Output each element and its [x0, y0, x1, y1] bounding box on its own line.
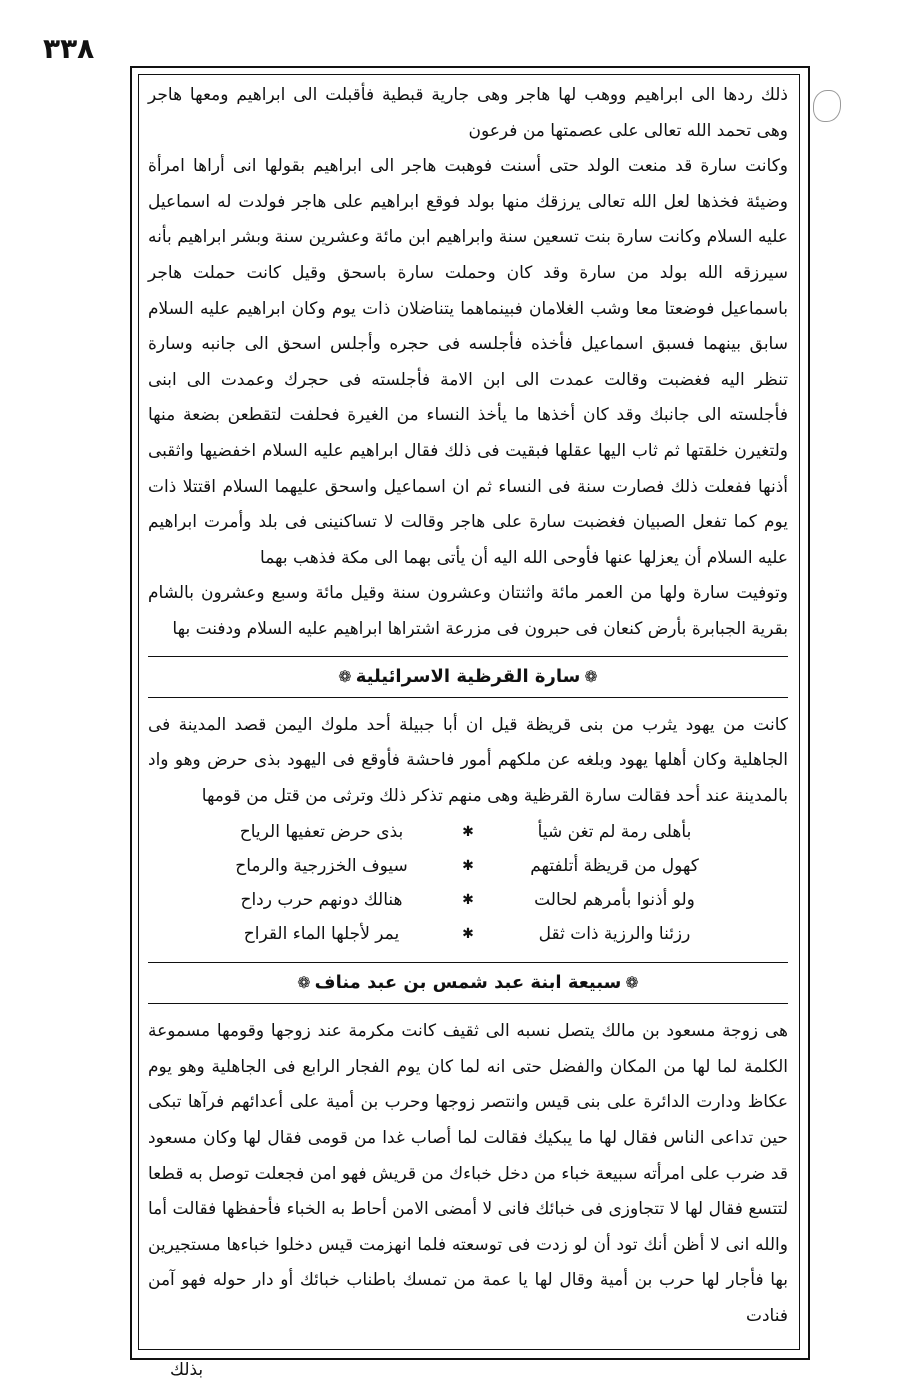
section-heading — [148, 962, 788, 1004]
section-title: سارة القرظية الاسرائيلية — [355, 665, 581, 687]
page-body — [148, 78, 788, 1344]
paragraph: ذلك ردها الى ابراهيم ووهب لها هاجر وهى جارية قبطية فأقبلت الى ابراهيم ومعها هاجر وهى تحمد الله تعالى على عصمتها من فرعون — [148, 85, 788, 141]
ornament-icon: ❁ — [625, 973, 639, 993]
paragraph: وكانت سارة قد منعت الولد حتى أسنت فوهبت هاجر الى ابراهيم بقولها انى أراها امرأة وضيئة فخذها لعل الله تعالى يرزقك منها بولد فوقع ابراهيم على هاجر فولدت له اسماعيل عليه السلام وكانت سارة بنت تسعين سنة وابراهيم ابن مائة وعشرين سنة وبشر ابراهيم بأنه سيرزقه الله بولد من سارة وقد كان وحملت سارة باسحق وقيل كانت حملت هاجر باسماعيل فوضعتا معا وشب الغلامان فبينماهما يتناضلان ذات يوم وكان ابراهيم عليه السلام سابق بينهما فسبق اسماعيل فأخذه فأجلسه فى حجره وأجلس اسحق الى جانبه وسارة تنظر اليه فغضبت وقالت عمدت الى ابن الامة فأجلسته فى حجرك وعمدت الى ابنى فأجلسته الى جانبك وقد كان أخذها ما يأخذ النساء من الغيرة فحلفت لتقطعن بضعة منها ولتغيرن خلقتها ثم ثاب اليها عقلها فبقيت فى ذلك فقال ابراهيم عليه السلام اخفضيها واثقبى أذنها ففعلت ذلك فصارت سنة فى النساء ثم ان اسماعيل واسحق عليهما السلام اقتتلا ذات يوم كما تفعل الصبيان فغضبت سارة على هاجر وقالت لا تساكنينى فى بلد وأمرت ابراهيم عليه السلام أن يعزلها عنها فأوحى الله اليه أن يأتى بهما الى مكة فذهب بهما — [148, 156, 788, 568]
margin-mark — [813, 90, 841, 122]
page-number: ٣٣٨ — [43, 32, 95, 65]
poem-hemistich: هنالك دونهم حرب رداح — [240, 890, 403, 911]
paragraph: كانت من يهود يثرب من بنى قريظة قيل ان أبا جبيلة أحد ملوك اليمن قصد المدينة فى الجاهلية وكان أهلها يهود وبلغه عن ملكهم أمور فاحشة فأوقع فى اليهود بذى حرض وهو واد بالمدينة عند أحد فقالت سارة القرظية وهى منهم تذكر ذلك وترثى من قتل من قومها — [148, 714, 788, 806]
paragraph: هى زوجة مسعود بن مالك يتصل نسبه الى ثقيف كانت مكرمة عند زوجها وقومها مسموعة الكلمة لما لها من المكان والفضل حتى انه لما كان يوم الفجار الرابع فى الجاهلية وهو يوم عكاظ ودارت الدائرة على بنى قيس وانتصر زوجها وحرب بن أمية على أعدائهم فرآها تبكى حين تداعى الناس فقال لها ما يبكيك فقالت لما أصاب غدا من قومى فقال لها وكان مسعود قد ضرب على امرأته سبيعة خباء من دخل خباءك من قريش فهو امن فجعلت توصل به قطعا لتتسع فقال لها لا تتجاوزى فى خبائك فانى لا أمضى الامن أحاط به الخباء فأحفظها فقالت أما والله انى لا أظن أنك تود أن لو زدت فى توسعته فلما انهزمت قيس دخلوا خباءها مستجيرين بها فأجار لها حرب بن أمية وقال لها يا عمة من تمسك باطناب خبائك أو دار حوله فهو آمن فنادت — [148, 1021, 788, 1327]
ornament-icon: ❁ — [338, 666, 352, 686]
poem-hemistich: بذى حرض تعفيها الرياح — [239, 822, 404, 843]
poem-hemistich: كهول من قريظة أتلفتهم — [530, 856, 699, 877]
section-title: سبيعة ابنة عبد شمس بن عبد مناف — [314, 972, 622, 994]
poem-hemistich: بأهلى رمة لم تغن شيأ — [537, 822, 692, 843]
star-icon: ✱ — [462, 858, 474, 875]
poem-line — [188, 884, 748, 918]
poem-line — [188, 918, 748, 952]
poem-hemistich: سيوف الخزرجية والرماح — [235, 856, 408, 877]
poem-line — [188, 816, 748, 850]
poem-hemistich: يمر لأجلها الماء القراح — [243, 924, 400, 945]
poem-line — [188, 850, 748, 884]
star-icon: ✱ — [462, 824, 474, 841]
section-heading — [148, 656, 788, 698]
ornament-icon: ❁ — [297, 973, 311, 993]
paragraph: وتوفيت سارة ولها من العمر مائة واثنتان وعشرون سنة وقيل مائة وسبع وعشرون بالشام بقرية الجبابرة بأرض كنعان فى حبرون فى مزرعة اشتراها ابراهيم عليه السلام ودفنت بها — [148, 583, 788, 639]
poem-hemistich: رزئنا والرزية ذات ثقل — [538, 924, 691, 945]
star-icon: ✱ — [462, 892, 474, 909]
poem-hemistich: ولو أذنوا بأمرهم لحالت — [534, 890, 695, 911]
star-icon: ✱ — [462, 926, 474, 943]
poem — [188, 816, 748, 952]
ornament-icon: ❁ — [584, 666, 598, 686]
catchword: بذلك — [170, 1360, 204, 1380]
